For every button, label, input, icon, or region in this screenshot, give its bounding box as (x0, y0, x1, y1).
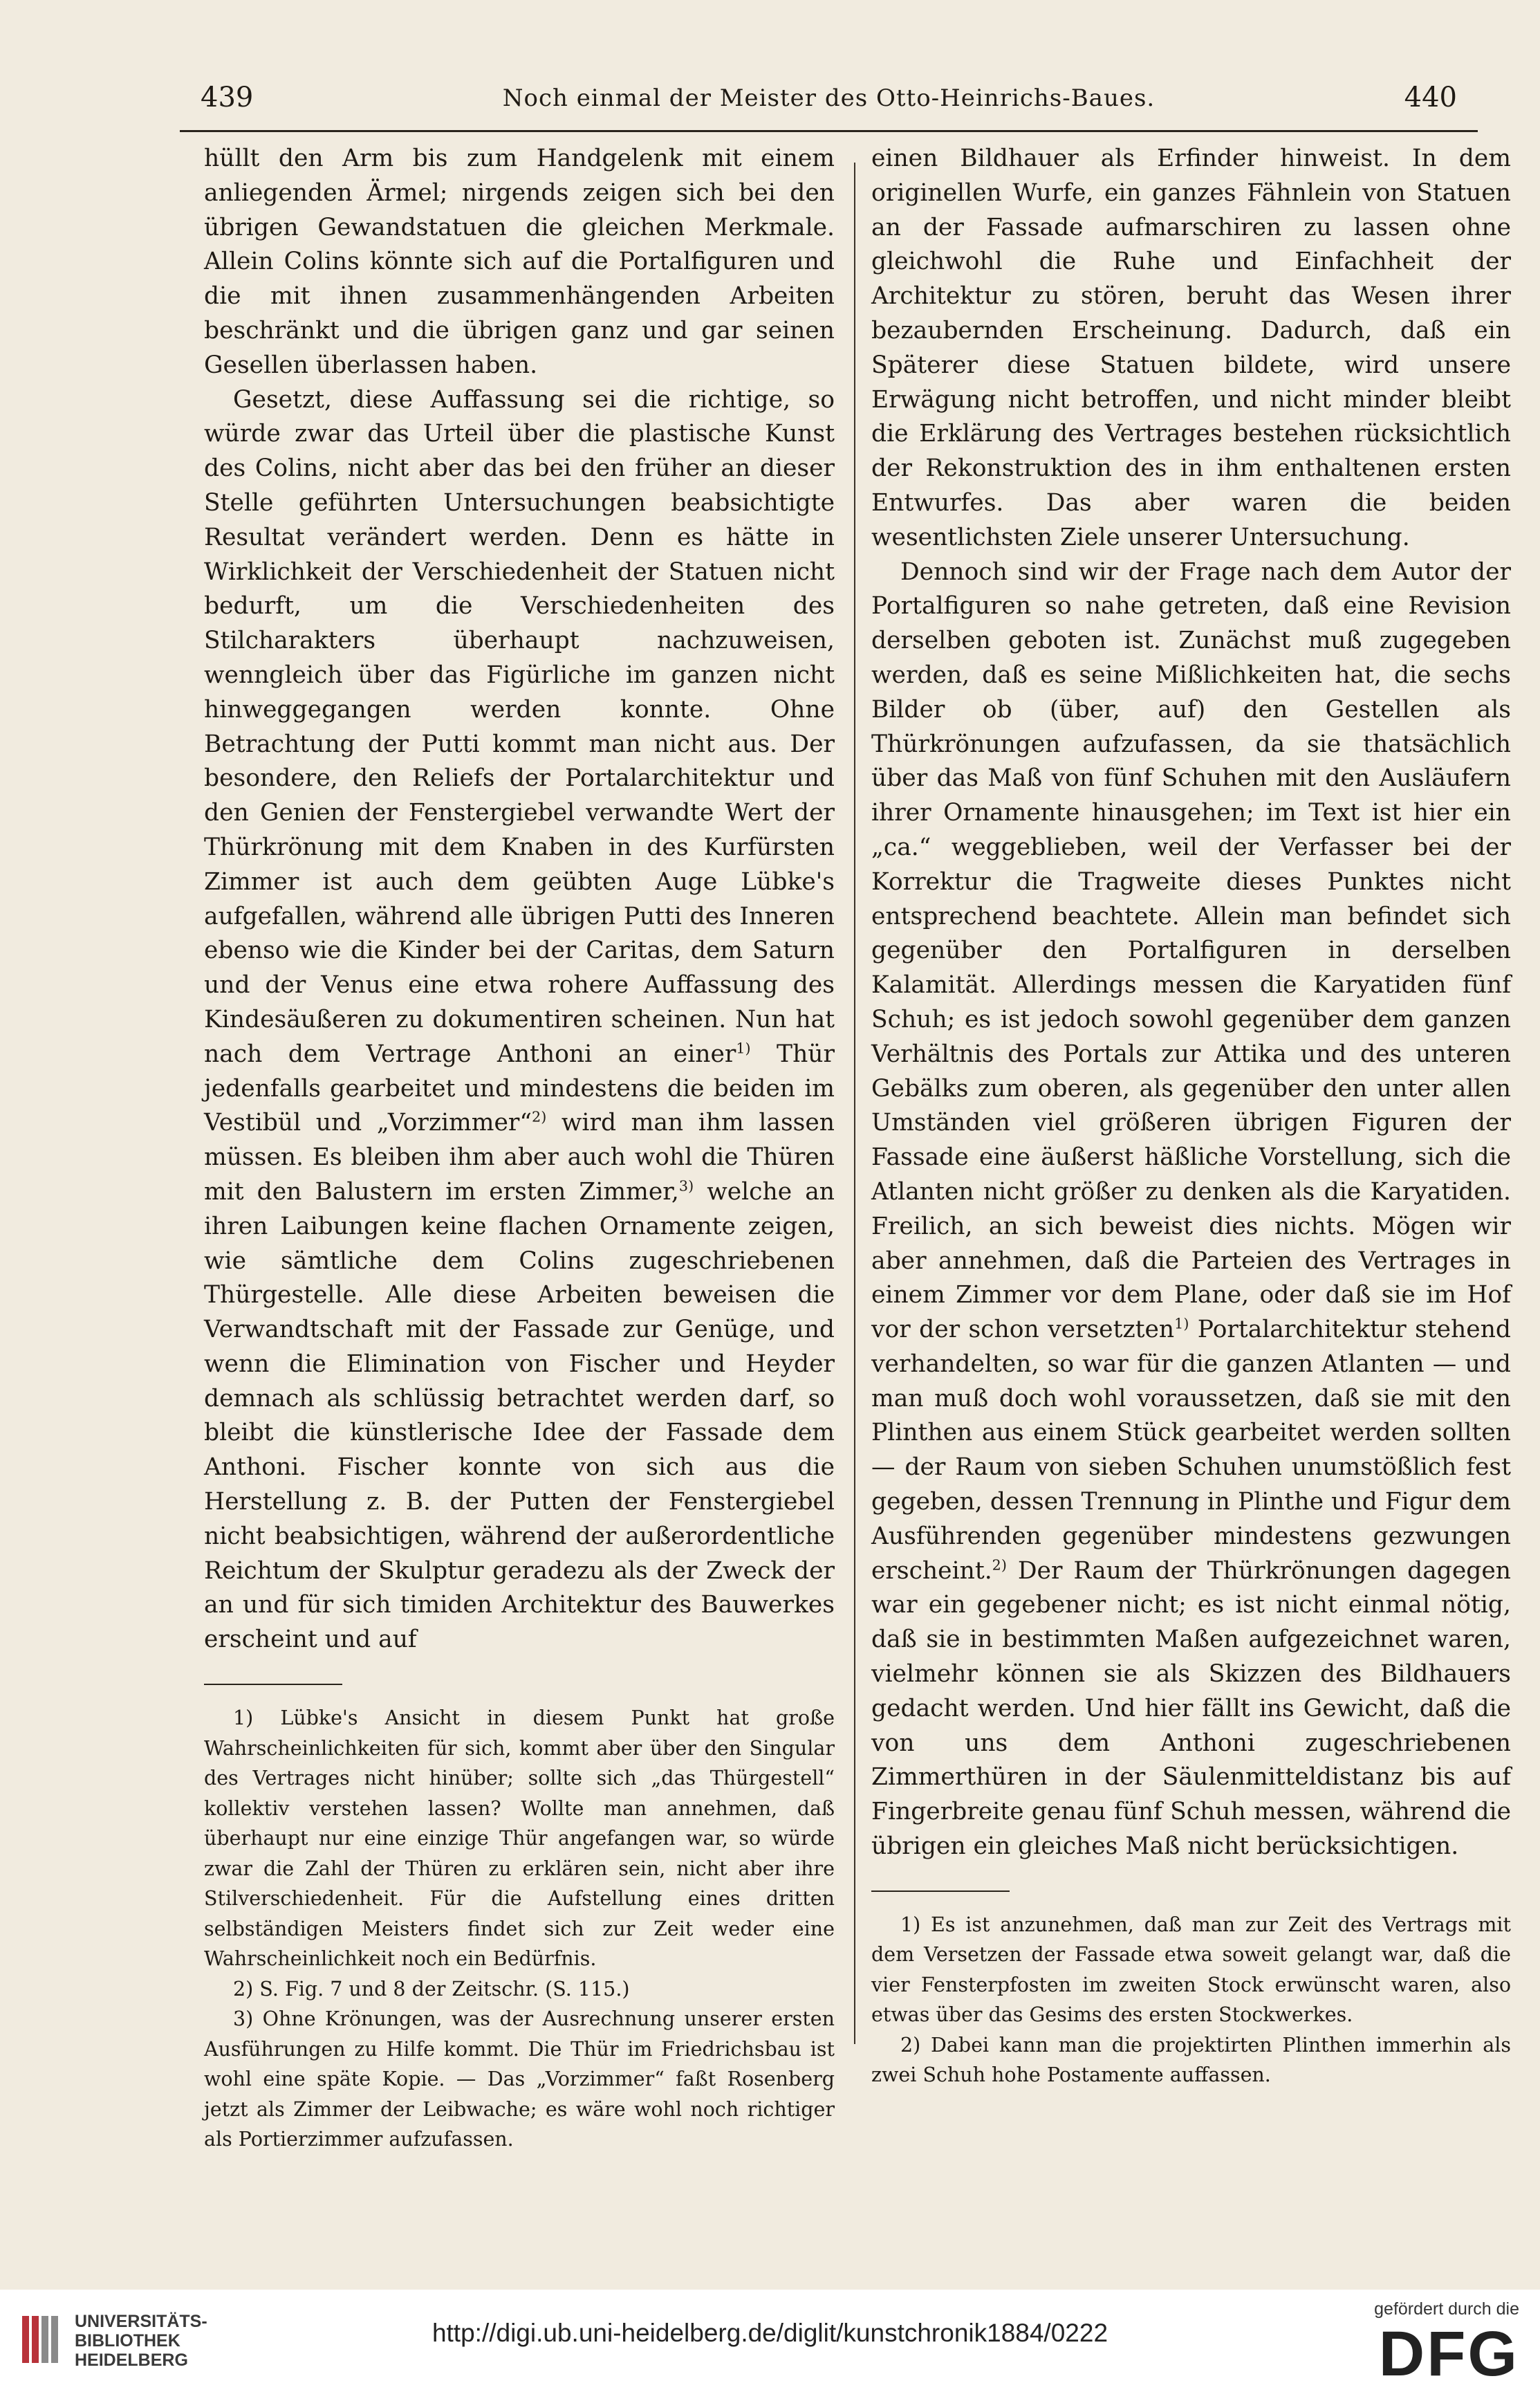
footnote: 1) Lübke's Ansicht in diesem Punkt hat große Wahrscheinlichkeiten für sich, kommt aber über den Singular des Vertrages nicht hinüber; sollte sich „das Thürgestell“ kollektiv verstehen lassen? Wollte man annehmen, daß überhaupt nur eine einzige Thür angefangen war, so würde zwar die Zahl der Thüren zu erklären sein, nicht aber ihre Stilverschiedenheit. Für die Aufstellung eines dritten selbständigen Meisters findet sich zur Zeit weder eine Wahrscheinlichkeit noch ein Bedürfnis. (204, 1707, 835, 1971)
paragraph: einen Bildhauer als Erfinder hinweist. In dem originellen Wurfe, ein ganzes Fähnlein von Statuen an der Fassade aufmarschiren zu lassen ohne gleichwohl die Ruhe und Einfachheit der Architektur zu stören, beruht das Wesen ihrer bezaubernden Erscheinung. Dadurch, daß ein Späterer diese Statuen bildete, wird unsere Erwägung nicht betroffen, und nicht minder bleibt die Erklärung des Vertrages bestehen rücksichtlich der Rekonstruktion des in ihm enthaltenen ersten Entwurfes. Das aber waren die beiden wesentlichsten Ziele unserer Untersuchung. (871, 145, 1511, 551)
source-url-link[interactable]: http://digi.ub.uni-heidelberg.de/diglit/kunstchronik1884/0222 (432, 2319, 1108, 2347)
paragraph: Dennoch sind wir der Frage nach dem Autor der Portalfiguren so nahe getreten, daß eine Revision derselben geboten ist. Zunächst muß zugegeben werden, daß es seine Mißlichkeiten hat, die sechs Bilder ob (über, auf) den Gestellen als Thürkrönungen aufzufassen, da sie thatsächlich über das Maß von fünf Schuhen mit den Ausläufern ihrer Ornamente hinausgehen; im Text ist hier ein „ca.“ weggeblieben, weil der Verfasser bei der Korrektur die Tragweite dieses Punktes nicht entsprechend beachtete. Allein man befindet sich gegenüber den Portalfiguren in derselben Kalamität. Allerdings messen die Karyatiden fünf Schuh; es ist jedoch sowohl gegenüber dem ganzen Verhältnis des Portals zur Attika und des unteren Gebälks zum oberen, als gegenüber den unter allen Umständen viel größeren übrigen Figuren der Fassade eine äußerst häßliche Vorstellung, sich die Atlanten nicht größer zu denken als die Karyatiden. Freilich, an sich beweist dies nichts. Mögen wir aber annehmen, daß die Parteien des Vertrages in einem Zimmer vor dem Plane, oder daß sie im Hof vor der schon versetzten$^{1)}$ Portalarchitektur stehend verhandelten, so war für die ganzen Atlanten — und man muß doch wohl voraussetzen, daß sie mit den Plinthen aus einem Stück gearbeitet werden sollten — der Raum von sieben Schuhen unumstößlich fest gegeben, dessen Trennung in Plinthe und Figur dem Ausführenden gegenüber mindestens gezwungen erscheint.$^{2)}$ Der Raum der Thürkrönungen dagegen war ein gegebener nicht; es ist nicht einmal nötig, daß sie in bestimmten Maßen aufgezeichnet waren, vielmehr können sie als Skizzen des Bildhauers gedacht werden. Und hier fällt ins Gewicht, daß die von uns dem Anthoni zugeschriebenen Zimmerthüren in der Säulenmitteldistanz bis auf Fingerbreite genau fünf Schuh messen, während die übrigen ein gleiches Maß nicht berücksichtigen. (871, 558, 1511, 1861)
page-number-left: 439 (201, 82, 254, 113)
footnote: 2) Dabei kann man die projektirten Plinthen immerhin als zwei Schuh hohe Postamente auffassen. (871, 2033, 1511, 2087)
footnote: 3) Ohne Krönungen, was der Ausrechnung unserer ersten Ausführungen zu Hilfe kommt. Die Thür im Friedrichsbau ist wohl eine späte Kopie. — Das „Vorzimmer“ faßt Rosenberg jetzt als Zimmer der Leibwache; es wäre wohl noch richtiger als Portierzimmer aufzufassen. (204, 2007, 835, 2151)
footnote-rule (204, 1684, 342, 1685)
footnote-ref: 3) (678, 1177, 694, 1195)
footnote-rule (871, 1891, 1010, 1892)
funding-caption: gefördert durch die (1374, 2299, 1519, 2319)
dfg-logo: DFG (1378, 2319, 1519, 2389)
page-header (180, 82, 1478, 132)
paragraph: Gesetzt, diese Auffassung sei die richtige, so würde zwar das Urteil über die plastische Kunst des Colins, nicht aber das bei den früher an dieser Stelle geführten Untersuchungen beabsichtigte Resultat verändert werden. Denn es hätte in Wirklichkeit der Verschiedenheit der Statuen nicht bedurft, um die Verschiedenheiten des Stilcharakters überhaupt nachzuweisen, wenngleich über das Figürliche im ganzen nicht hinweggegangen werden konnte. Ohne Betrachtung der Putti kommt man nicht aus. Der besondere, den Reliefs der Portalarchitektur und den Genien der Fenstergiebel verwandte Wert der Thürkrönung mit dem Knaben in des Kurfürsten Zimmer ist auch dem geübten Auge Lübke's aufgefallen, während alle übrigen Putti des Inneren ebenso wie die Kinder bei der Caritas, dem Saturn und der Venus eine etwa rohere Auffassung des Kindesäußeren zu dokumentiren scheinen. Nun hat nach dem Vertrage Anthoni an einer$^{1)}$ Thür jedenfalls gearbeitet und mindestens die beiden im Vestibül und „Vorzimmer“$^{2)}$ wird man ihm lassen müssen. Es bleiben ihm aber auch wohl die Thüren mit den Balustern im ersten Zimmer,$^{3)}$ welche an ihren Laibungen keine flachen Ornamente zeigen, wie sämtliche dem Colins zugeschriebenen Thürgestelle. Alle diese Arbeiten beweisen die Verwandtschaft mit der Fassade zur Genüge, und wenn die Elimination von Fischer und Heyder demnach als schlüssig betrachtet werden darf, so bleibt die künstlerische Idee der Fassade dem Anthoni. Fischer konnte von sich aus die Herstellung z. B. der Putten der Fenstergiebel nicht beabsichtigen, während der außerordentliche Reichtum der Skulptur geradezu als der Zweck der an und für sich timiden Architektur des Bauwerkes erscheint und auf (204, 385, 835, 1654)
footnote-ref: 1) (736, 1040, 751, 1057)
footnote-ref: 1) (1174, 1315, 1189, 1332)
paragraph: hüllt den Arm bis zum Handgelenk mit einem anliegenden Ärmel; nirgends zeigen sich bei den übrigen Gewandstatuen die gleichen Merkmale. Allein Colins könnte sich auf die Portalfiguren und die mit ihnen zusammenhängenden Arbeiten beschränkt und die übrigen ganz und gar seinen Gesellen überlassen haben. (204, 145, 835, 379)
running-title: Noch einmal der Meister des Otto-Heinrichs-Baues. (502, 84, 1156, 112)
footnote: 1) Es ist anzunehmen, daß man zur Zeit des Vertrags mit dem Versetzen der Fassade etwa soweit gelangt war, daß die vier Fensterpfosten im zweiten Stock erwünscht waren, also etwas über das Gesims des ersten Stockwerkes. (871, 1913, 1511, 2027)
library-name: UNIVERSITÄTS- BIBLIOTHEK HEIDELBERG (75, 2312, 207, 2370)
column-divider (854, 163, 855, 2044)
footnote-ref: 2) (992, 1556, 1007, 1574)
footnote-ref: 2) (532, 1108, 547, 1125)
left-column (204, 142, 835, 2155)
right-column (871, 142, 1511, 2090)
viewer-footer (0, 2290, 1540, 2401)
page-number-right: 440 (1404, 82, 1457, 113)
funder-block (1360, 2299, 1519, 2389)
footnote: 2) S. Fig. 7 und 8 der Zeitschr. (S. 115.) (233, 1977, 630, 2000)
